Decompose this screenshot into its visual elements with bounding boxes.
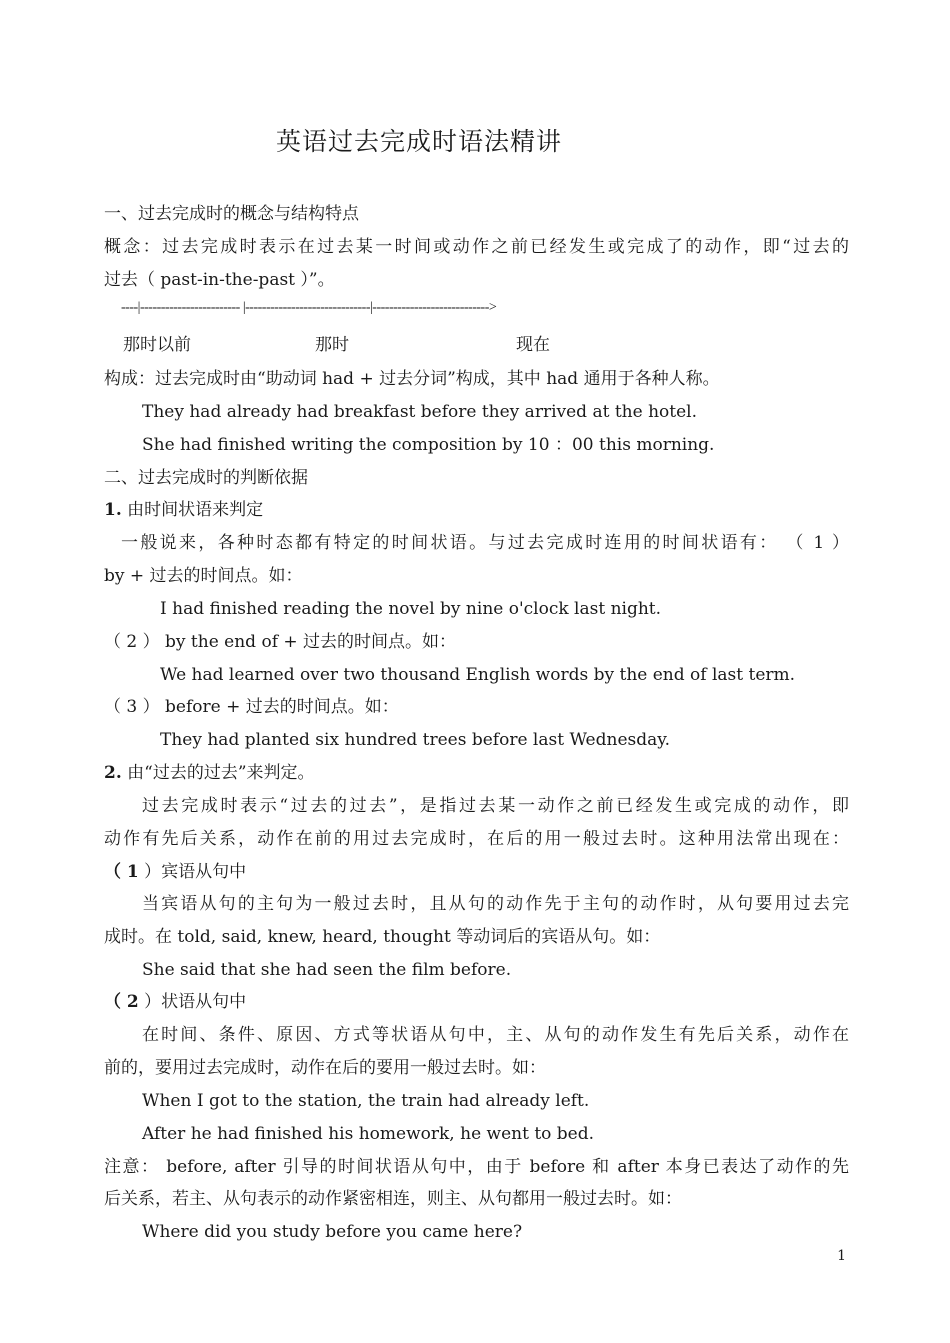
subheading-1: [104, 494, 849, 527]
paragraph-line: 成时。在 told, said, knew, heard, thought 等动词后的宾语从句。如：: [104, 927, 661, 947]
timeline-label-now: 现在: [516, 335, 550, 355]
paragraph-line: 过去完成时表示“过去的过去”，是指过去某一动作之前已经发生或完成的动作，即: [142, 796, 849, 816]
timeline-label-before: 那时以前: [123, 335, 191, 355]
example-sentence: They had planted six hundred trees before last Wednesday.: [160, 730, 670, 750]
clause-text: ）宾语从句中: [144, 862, 247, 882]
example-sentence: We had learned over two thousand English words by the end of last term.: [160, 665, 796, 685]
concept-line-1: 概念：过去完成时表示在过去某一时间或动作之前已经发生或完成了的动作，即“过去的: [104, 237, 849, 257]
paragraph-line: 一般说来，各种时态都有特定的时间状语。与过去完成时连用的时间状语有： （ 1 ）: [121, 533, 849, 553]
paragraph-line: 在时间、条件、原因、方式等状语从句中，主、从句的动作发生有先后关系，动作在: [142, 1025, 849, 1045]
example-sentence: Where did you study before you came here?: [142, 1222, 523, 1242]
clause-text: ）状语从句中: [144, 992, 247, 1012]
page-title: 英语过去完成时语法精讲: [275, 127, 562, 156]
paragraph-line: 动作有先后关系，动作在前的用过去完成时，在后的用一般过去时。这种用法常出现在：: [104, 829, 849, 849]
clause-number: （ 2: [104, 992, 139, 1012]
concept-line-2: 过去（ past-in-the-past ）”。: [104, 270, 335, 290]
example-sentence: After he had finished his homework, he went to bed.: [142, 1124, 595, 1144]
structure-line: 构成：过去完成时由“助动词 had + 过去分词”构成，其中 had 通用于各种人称。: [104, 369, 720, 389]
subheading-text: 由时间状语来判定: [127, 500, 264, 520]
subheading-2: [104, 757, 849, 790]
list-item-3: （ 3 ） before + 过去的时间点。如：: [104, 697, 399, 717]
clause-heading-1: [104, 856, 849, 889]
example-sentence: When I got to the station, the train had already left.: [142, 1091, 590, 1111]
example-sentence: I had finished reading the novel by nine o'clock last night.: [160, 599, 662, 619]
page-number: 1: [837, 1248, 846, 1264]
example-sentence: She said that she had seen the film before.: [142, 960, 512, 980]
example-sentence: She had finished writing the composition by 10 ：00 this morning.: [142, 435, 715, 455]
subheading-number: 2.: [104, 763, 122, 783]
paragraph-line: by + 过去的时间点。如：: [104, 566, 303, 586]
list-item-2: （ 2 ） by the end of + 过去的时间点。如：: [104, 632, 457, 652]
timeline-label-then: 那时: [315, 335, 349, 355]
clause-heading-2: [104, 986, 849, 1019]
paragraph-line: 前的，要用过去完成时，动作在后的要用一般过去时。如：: [104, 1058, 546, 1078]
example-sentence: They had already had breakfast before they arrived at the hotel.: [142, 402, 697, 422]
note-line-2: 后关系，若主、从句表示的动作紧密相连，则主、从句都用一般过去时。如：: [104, 1189, 682, 1209]
timeline-arrow: ----|------------------------ |------------------------------|---------------------------->: [121, 300, 497, 315]
section-heading-2: 二、过去完成时的判断依据: [104, 468, 308, 488]
note-line-1: 注意： before, after 引导的时间状语从句中，由于 before 和 after 本身已表达了动作的先: [104, 1157, 849, 1177]
paragraph-line: 当宾语从句的主句为一般过去时，且从句的动作先于主句的动作时，从句要用过去完: [142, 894, 849, 914]
subheading-text: 由“过去的过去”来判定。: [127, 763, 315, 783]
subheading-number: 1.: [104, 500, 122, 520]
section-heading-1: 一、过去完成时的概念与结构特点: [104, 204, 359, 224]
clause-number: （ 1: [104, 862, 139, 882]
